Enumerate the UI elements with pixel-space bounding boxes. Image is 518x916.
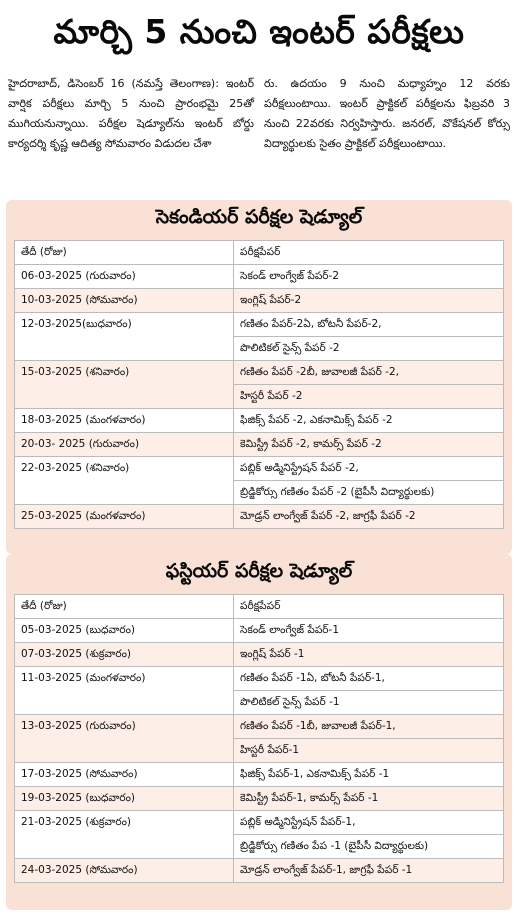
exam-date: 11-03-2025 (మంగళవారం) [15, 667, 234, 715]
exam-paper: ఇంగ్లిష్ పేపర్ -1 [234, 643, 504, 667]
exam-date: 19-03-2025 (బుధవారం) [15, 787, 234, 811]
table-row [15, 715, 504, 739]
table-row [15, 505, 504, 529]
exam-paper: కెమిస్ట్రీ పేపర్-1, కామర్స్ పేపర్ -1 [234, 787, 504, 811]
table-row [15, 667, 504, 691]
second-year-table [14, 240, 504, 529]
intro-column-2 [264, 74, 510, 196]
second-year-schedule-box [6, 200, 512, 554]
exam-paper: పొలిటికల్ సైన్స్ పేపర్ -1 [234, 691, 504, 715]
second-year-table-wrap [14, 240, 504, 529]
table-row [15, 763, 504, 787]
first-year-table-wrap [14, 594, 504, 883]
exam-paper: గణితం పేపర్-2ఏ, బోటనీ పేపర్-2, [234, 313, 504, 337]
table-row [15, 643, 504, 667]
exam-date: 10-03-2025 (సోమవారం) [15, 289, 234, 313]
table-header-row [15, 241, 504, 265]
exam-paper: సెకండ్ లాంగ్వేజ్ పేపర్-2 [234, 265, 504, 289]
exam-paper: పబ్లిక్ అడ్మినిస్ట్రేషన్ పేపర్ -2, [234, 457, 504, 481]
table-row [15, 811, 504, 835]
intro-text [8, 74, 510, 196]
exam-date: 07-03-2025 (శుక్రవారం) [15, 643, 234, 667]
exam-paper: మోడ్రన్ లాంగ్వేజ్ పేపర్-1, జాగ్రఫీ పేపర్ -1 [234, 859, 504, 883]
exam-date: 12-03-2025(బుధవారం) [15, 313, 234, 361]
exam-paper: కెమిస్ట్రీ పేపర్ -2, కామర్స్ పేపర్ -2 [234, 433, 504, 457]
exam-paper: ఫిజిక్స్ పేపర్-1, ఎకనామిక్స్ పేపర్ -1 [234, 763, 504, 787]
exam-paper: పొలిటికల్ సైన్స్ పేపర్ -2 [234, 337, 504, 361]
exam-date: 17-03-2025 (సోమవారం) [15, 763, 234, 787]
header-date: తేదీ (రోజు) [15, 595, 234, 619]
exam-paper: గణితం పేపర్ -2బీ, జువాలజీ పేపర్ -2, [234, 361, 504, 385]
exam-paper: బ్రిడ్జికోర్సు గణితం పేపర్ -2 (బైపీసీ విద్యార్థులకు) [234, 481, 504, 505]
exam-paper: ఫిజిక్స్ పేపర్ -2, ఎకనామిక్స్ పేపర్ -2 [234, 409, 504, 433]
table-row [15, 361, 504, 385]
exam-date: 20-03- 2025 (గురువారం) [15, 433, 234, 457]
exam-date: 25-03-2025 (మంగళవారం) [15, 505, 234, 529]
first-year-schedule-box [6, 554, 512, 910]
table-header-row [15, 595, 504, 619]
intro-paragraph-1: హైదరాబాద్, డిసెంబర్ 16 (నమస్తే తెలంగాణ): ఇంటర్ వార్షిక పరీక్షలు మార్చి 5 నుంచి ప్రారంభమై 25తో ముగియనున్నాయి. పరీక్షల షెడ్యూల్‌ను ఇంటర్ బోర్డు కార్యదర్శి కృష్ణ ఆదిత్య సోమవారం విడుదల చేశా [8, 77, 254, 150]
exam-date: 18-03-2025 (మంగళవారం) [15, 409, 234, 433]
intro-column-1 [8, 74, 254, 196]
header-paper: పరీక్షపేపర్ [234, 241, 504, 265]
exam-date: 22-03-2025 (శనివారం) [15, 457, 234, 505]
exam-paper: గణితం పేపర్ -1బీ, జువాలజీ పేపర్-1, [234, 715, 504, 739]
header-paper: పరీక్షపేపర్ [234, 595, 504, 619]
intro-paragraph-2: రు. ఉదయం 9 నుంచి మధ్యాహ్నం 12 వరకు పరీక్షలుంటాయి. ఇంటర్ ప్రాక్టికల్ పరీక్షలను ఫిబ్రవరి 3 నుంచి 22వరకు నిర్వహిస్తారు. జనరల్, వొకేషనల్ కోర్సు విద్యార్థులకు సైతం ప్రాక్టికల్ పరీక్షలుంటాయి. [264, 77, 510, 150]
exam-paper: గణితం పేపర్ -1ఏ, బోటనీ పేపర్-1, [234, 667, 504, 691]
table-row [15, 313, 504, 337]
table-row [15, 619, 504, 643]
headline: మార్చి 5 నుంచి ఇంటర్ పరీక్షలు [53, 11, 465, 51]
first-year-table [14, 594, 504, 883]
header-date: తేదీ (రోజు) [15, 241, 234, 265]
exam-date: 15-03-2025 (శనివారం) [15, 361, 234, 409]
exam-date: 21-03-2025 (శుక్రవారం) [15, 811, 234, 859]
table-row [15, 433, 504, 457]
exam-date: 06-03-2025 (గురువారం) [15, 265, 234, 289]
exam-paper: పబ్లిక్ అడ్మినిస్ట్రేషన్ పేపర్-1, [234, 811, 504, 835]
exam-paper: బ్రిడ్జికోర్సు గణితం పేప -1 (బైపీసీ విద్యార్థులకు) [234, 835, 504, 859]
exam-date: 24-03-2025 (సోమవారం) [15, 859, 234, 883]
table-row [15, 409, 504, 433]
table-row [15, 265, 504, 289]
table-row [15, 457, 504, 481]
exam-paper: సెకండ్ లాంగ్వేజ్ పేపర్-1 [234, 619, 504, 643]
exam-paper: ఇంగ్లిష్ పేపర్-2 [234, 289, 504, 313]
exam-paper: మోడ్రన్ లాంగ్వేజ్ పేపర్ -2, జాగ్రఫీ పేపర్ -2 [234, 505, 504, 529]
table-row [15, 787, 504, 811]
exam-date: 05-03-2025 (బుధవారం) [15, 619, 234, 643]
table-row [15, 289, 504, 313]
first-year-title: ఫస్టియర్ పరీక్షల షెడ్యూల్ [165, 559, 353, 582]
exam-date: 13-03-2025 (గురువారం) [15, 715, 234, 763]
table-row [15, 859, 504, 883]
second-year-title: సెకండియర్ పరీక్షల షెడ్యూల్ [155, 205, 363, 228]
exam-paper: హిస్టరీ పేపర్ -2 [234, 385, 504, 409]
exam-paper: హిస్టరీ పేపర్-1 [234, 739, 504, 763]
